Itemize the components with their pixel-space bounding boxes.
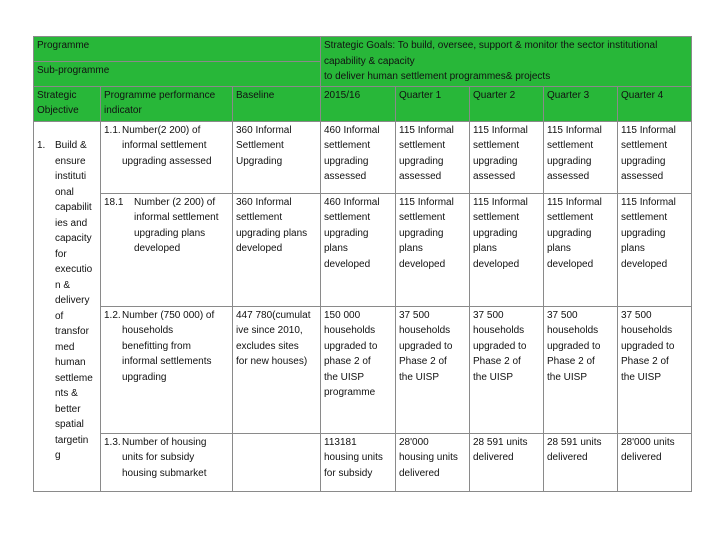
- strategic-goals-line2: to deliver human settlement programmes& projects: [324, 71, 551, 82]
- q1-cell: 37 500 households upgraded to Phase 2 of the UISP: [396, 306, 470, 433]
- baseline-cell: 360 Informal settlement upgrading plans developed: [233, 193, 321, 306]
- table-row: [34, 306, 692, 433]
- col-indicator-header: Programme performance indicator: [101, 86, 233, 121]
- col-q2-header: Quarter 2: [470, 86, 544, 121]
- col-objective-header: Strategic Objective: [34, 86, 101, 121]
- q3-cell: 28 591 units delivered: [544, 433, 618, 491]
- q4-cell: 115 Informal settlement upgrading assessed: [618, 121, 692, 193]
- q3-cell: 37 500 households upgraded to Phase 2 of the UISP: [544, 306, 618, 433]
- indicator-text: Number (750 000) of households benefitting from informal settlements upgrading: [122, 309, 215, 383]
- col-q4-header: Quarter 4: [618, 86, 692, 121]
- q2-cell: 115 Informal settlement upgrading plans developed: [470, 193, 544, 306]
- col-q3-header: Quarter 3: [544, 86, 618, 121]
- indicator-number: 1.3.: [104, 436, 121, 448]
- table-row: [34, 121, 692, 193]
- indicator-number: 1.1.: [104, 124, 121, 136]
- indicator-cell: [101, 306, 233, 433]
- indicator-text: Number of housing units for subsidy housing submarket: [122, 436, 207, 479]
- year-target-cell: 460 Informal settlement upgrading plans developed: [321, 193, 396, 306]
- q2-cell: 37 500 households upgraded to Phase 2 of the UISP: [470, 306, 544, 433]
- q3-cell: 115 Informal settlement upgrading assessed: [544, 121, 618, 193]
- baseline-cell: 360 Informal Settlement Upgrading: [233, 121, 321, 193]
- q1-cell: 115 Informal settlement upgrading plans developed: [396, 193, 470, 306]
- q2-cell: 115 Informal settlement upgrading assessed: [470, 121, 544, 193]
- indicator-text: Number (2 200) of informal settlement upgrading plans developed: [134, 196, 219, 254]
- objective-text: Build & ensure instituti onal capabilit ies and capacity for executio n & delivery of transfor med human settleme nts & better spatial targetin g: [55, 140, 93, 461]
- strategic-objective-cell: [34, 121, 101, 491]
- col-q1-header: Quarter 1: [396, 86, 470, 121]
- year-target-cell: 113181 housing units for subsidy: [321, 433, 396, 491]
- q4-cell: 115 Informal settlement upgrading plans developed: [618, 193, 692, 306]
- table-row: [34, 193, 692, 306]
- indicator-number: 1.2.: [104, 309, 121, 321]
- q4-cell: 28'000 units delivered: [618, 433, 692, 491]
- year-target-cell: 460 Informal settlement upgrading assessed: [321, 121, 396, 193]
- programme-label: Programme: [34, 37, 321, 62]
- q3-cell: 115 Informal settlement upgrading plans developed: [544, 193, 618, 306]
- q1-cell: 28'000 housing units delivered: [396, 433, 470, 491]
- indicator-cell: [101, 193, 233, 306]
- q1-cell: 115 Informal settlement upgrading assessed: [396, 121, 470, 193]
- objective-number: 1.: [37, 140, 46, 151]
- strategic-plan-table: [33, 36, 692, 492]
- indicator-text: Number(2 200) of informal settlement upgrading assessed: [122, 124, 212, 167]
- q4-cell: 37 500 households upgraded to Phase 2 of the UISP: [618, 306, 692, 433]
- col-baseline-header: Baseline: [233, 86, 321, 121]
- strategic-goals-line1: Strategic Goals: To build, oversee, support & monitor the sector institutional capability & capacity: [324, 40, 658, 67]
- indicator-number: 18.1: [104, 196, 124, 208]
- indicator-cell: [101, 121, 233, 193]
- baseline-cell: 447 780(cumulat ive since 2010, excludes sites for new houses): [233, 306, 321, 433]
- indicator-cell: [101, 433, 233, 491]
- sub-programme-label: Sub-programme: [34, 61, 321, 86]
- q2-cell: 28 591 units delivered: [470, 433, 544, 491]
- table-row: [34, 433, 692, 491]
- year-target-cell: 150 000 households upgraded to phase 2 of the UISP programme: [321, 306, 396, 433]
- strategic-goals: [321, 37, 692, 87]
- col-year-header: 2015/16: [321, 86, 396, 121]
- baseline-cell: [233, 433, 321, 491]
